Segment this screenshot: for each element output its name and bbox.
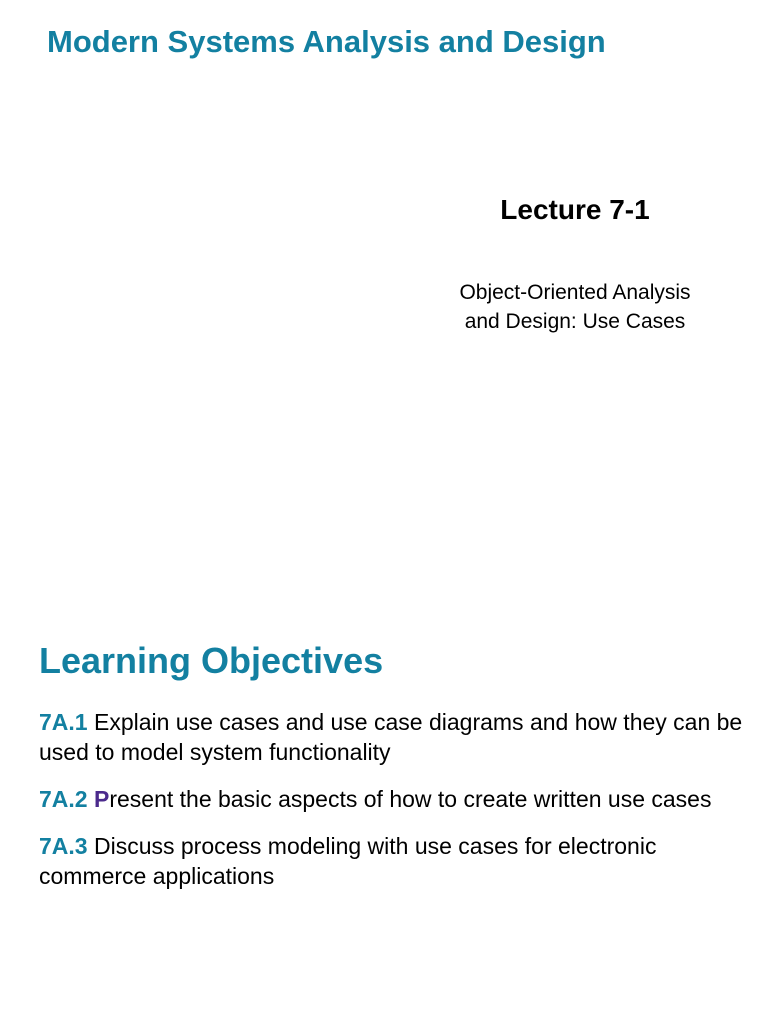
objective-item bbox=[39, 831, 749, 891]
objective-initial-letter: P bbox=[93, 786, 110, 812]
objective-code: 7A.3 bbox=[39, 833, 88, 859]
slide-title: Modern Systems Analysis and Design bbox=[47, 24, 606, 59]
objective-text: Discuss process modeling with use cases for electronic commerce applications bbox=[39, 833, 657, 889]
objective-item bbox=[39, 707, 749, 767]
learning-objectives-heading: Learning Objectives bbox=[39, 640, 384, 681]
objectives-list bbox=[39, 707, 749, 908]
objective-code: 7A.2 bbox=[39, 786, 88, 812]
lecture-subtitle-line: Object-Oriented Analysis bbox=[459, 281, 691, 304]
objective-text: Explain use cases and use case diagrams and how they can be used to model system functionality bbox=[39, 709, 743, 765]
objective-item bbox=[39, 784, 749, 814]
lecture-number: Lecture 7-1 bbox=[500, 194, 650, 225]
lecture-subtitle-line: and Design: Use Cases bbox=[464, 310, 686, 333]
lecture-subtitle bbox=[360, 278, 768, 336]
objective-text: resent the basic aspects of how to create written use cases bbox=[109, 786, 712, 812]
objective-code: 7A.1 bbox=[39, 709, 88, 735]
